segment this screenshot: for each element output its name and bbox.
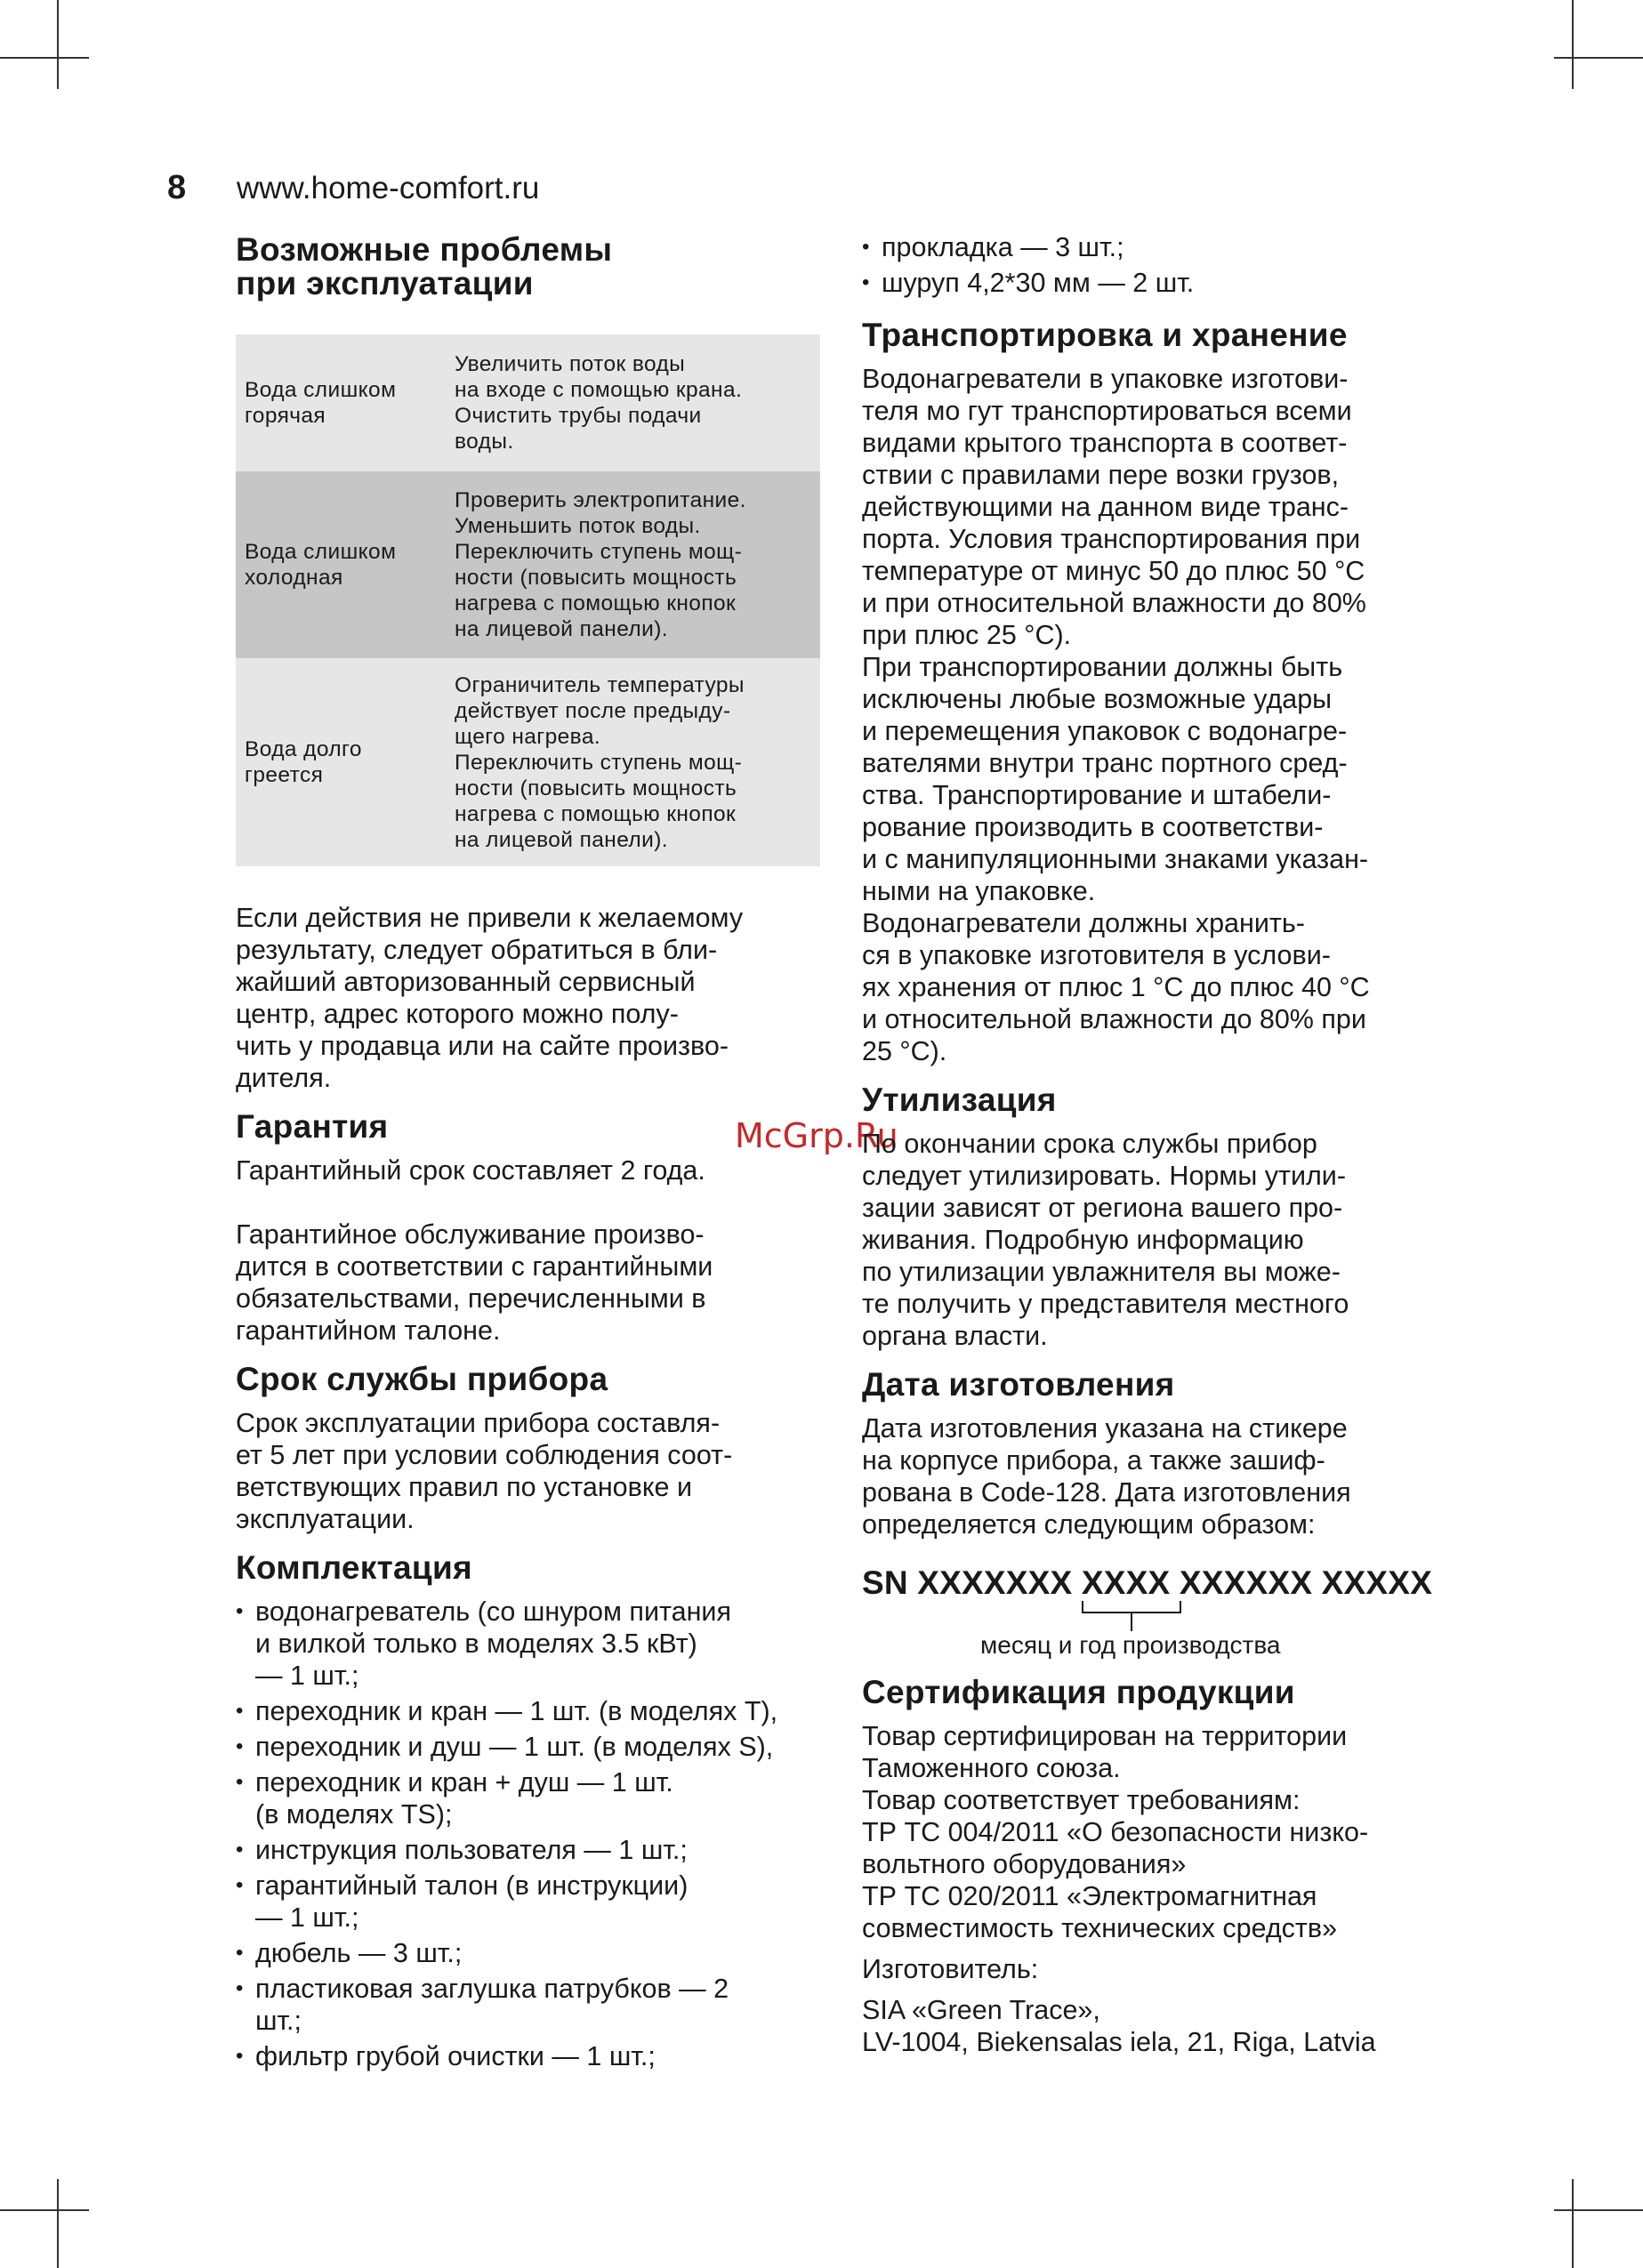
manufacturer-label: Изготовитель: [862,1954,1039,1984]
table-row [236,471,820,658]
problems-title: Возможные проблемы при эксплуатации [236,231,613,302]
transport-text: При транспортировании должны быть исключены любые возможные удары и перемещения упаковок с водонагре- вателями внутри транс портного сред- ства. Транспортирование и штабели- рование производить в соответстви- и с манипуляционными знаками указан- ными на упаковке. [862,652,1369,906]
crop-mark [0,2209,89,2211]
kit-section [236,1551,823,2072]
manufacture-date-section [862,1368,1449,1661]
kit-list [236,1596,823,2072]
watermark: McGrp.Ru [735,1116,898,1155]
problems-note: Если действия не привели к желаемому результату, следует обратиться в бли- жайший авторизованный сервисный центр, адрес которого можно полу- чить у продавца или на сайте произво- дителя. [236,903,744,1093]
sn-caption: месяц и год производства [980,1631,1281,1659]
crop-mark [0,57,89,59]
list-item: • водонагреватель (со шнуром питания и вилкой только в моделях 3.5 кВт) — 1 шт.; [236,1596,823,1692]
table-row [236,658,820,866]
problems-section [236,233,823,1094]
warranty-text: Гарантийное обслуживание произво- дится в соответствии с гарантийными обязательствами, перечисленными в гарантийном талоне. [236,1219,713,1346]
disposal-section [862,1083,1449,1352]
crop-mark [1554,2209,1643,2211]
crop-mark [1572,0,1574,89]
list-item: • фильтр грубой очистки — 1 шт.; [236,2040,823,2072]
transport-text: Водонагреватели в упаковке изготови- теля мо гут транспортироваться всеми видами крытого транспорта в соответ- ствии с правилами пере возки грузов, действующими на данном виде транс- порта. Условия транспортирования при температуре от минус 50 до плюс 50 °С и при относительной влажности до 80% при плюс 25 °С). [862,364,1366,650]
list-item: • прокладка — 3 шт.; [862,231,1449,263]
problem-cell: Вода долго греется [245,737,362,787]
left-column [236,233,823,2085]
list-item: • дюбель — 3 шт.; [236,1937,823,1969]
service-life-text: Срок эксплуатации прибора составля- ет 5 лет при условии соблюдения соот- ветствующих правил по установке и эксплуатации. [236,1408,733,1534]
certification-text: Товар сертифицирован на территории Таможенного союза. Товар соответствует требованиям: ТР ТС 004/2011 «О безопасности низко- вольтного оборудования» ТР ТС 020/2011 «Электромагнитная совместимость технических средств» [862,1721,1369,1943]
problems-table [236,334,820,866]
crop-mark [1572,2179,1574,2268]
crop-mark [1554,57,1643,59]
solution-cell: Ограничитель температуры действует после предыду- щего нагрева. Переключить ступень мощ- ности (повысить мощность нагрева с помощью кнопок на лицевой панели). [455,672,745,852]
sn-prefix: SN XXXXXXX [862,1564,1073,1601]
manufacture-date-title: Дата изготовления [862,1366,1175,1403]
solution-cell: Проверить электропитание. Уменьшить поток воды. Переключить ступень мощ- ности (повысить мощность нагрева с помощью кнопок на лицевой панели). [455,488,746,641]
service-life-title: Срок службы прибора [236,1361,608,1397]
disposal-title: Утилизация [862,1082,1057,1118]
service-life-section [236,1363,823,1535]
crop-mark [57,2179,59,2268]
list-item: • инструкция пользователя — 1 шт.; [236,1834,823,1866]
table-row [236,334,820,471]
kit-list-continued [862,231,1449,299]
list-item: • шуруп 4,2*30 мм — 2 шт. [862,267,1449,299]
problem-cell: Вода слишком горячая [245,378,397,428]
list-item: • переходник и кран — 1 шт. (в моделях Т), [236,1695,823,1727]
list-item: • переходник и кран + душ — 1 шт. (в моделях TS); [236,1766,823,1830]
date-bracket [862,1599,1449,1635]
warranty-title: Гарантия [236,1108,389,1145]
warranty-text: Гарантийный срок составляет 2 года. [236,1155,705,1186]
warranty-section [236,1110,823,1347]
page-number: 8 [167,169,187,206]
list-item: • переходник и душ — 1 шт. (в моделях S), [236,1731,823,1763]
manufacture-date-text: Дата изготовления указана на стикере на корпусе прибора, а также зашиф- рована в Code-128. Дата изготовления определяется следующим образом: [862,1413,1351,1540]
serial-number-format [862,1564,1449,1601]
transport-section [862,318,1449,1067]
certification-section [862,1676,1449,2058]
manufacturer-address: SIA «Green Trace», LV-1004, Biekensalas iela, 21, Riga, Latvia [862,1995,1376,2057]
spacer [236,1186,823,1218]
list-item: • гарантийный талон (в инструкции) — 1 шт.; [236,1870,823,1934]
crop-mark [57,0,59,89]
problem-cell: Вода слишком холодная [245,540,397,590]
kit-title: Комплектация [236,1549,472,1586]
list-item: • пластиковая заглушка патрубков — 2 шт.; [236,1973,823,2037]
transport-title: Транспортировка и хранение [862,317,1348,353]
disposal-text: По окончании срока службы прибор следует утилизировать. Нормы утили- зации зависят от региона вашего про- живания. Подробную информацию по утилизации увлажнителя вы може- те получить у представителя местного органа власти. [862,1129,1349,1351]
sn-suffix: XXXXXX XXXXX [1179,1564,1433,1601]
transport-text: Водонагреватели должны хранить- ся в упаковке изготовителя в услови- ях хранения от плюс 1 °С до плюс 40 °С и относительной влажности до 80% при 25 °С). [862,908,1370,1066]
certification-title: Сертификация продукции [862,1674,1295,1710]
sn-date-part: XXXX [1081,1564,1171,1601]
right-column [862,231,1449,2071]
solution-cell: Увеличить поток воды на входе с помощью крана. Очистить трубы подачи воды. [455,352,743,454]
site-url: www.home-comfort.ru [237,171,540,205]
